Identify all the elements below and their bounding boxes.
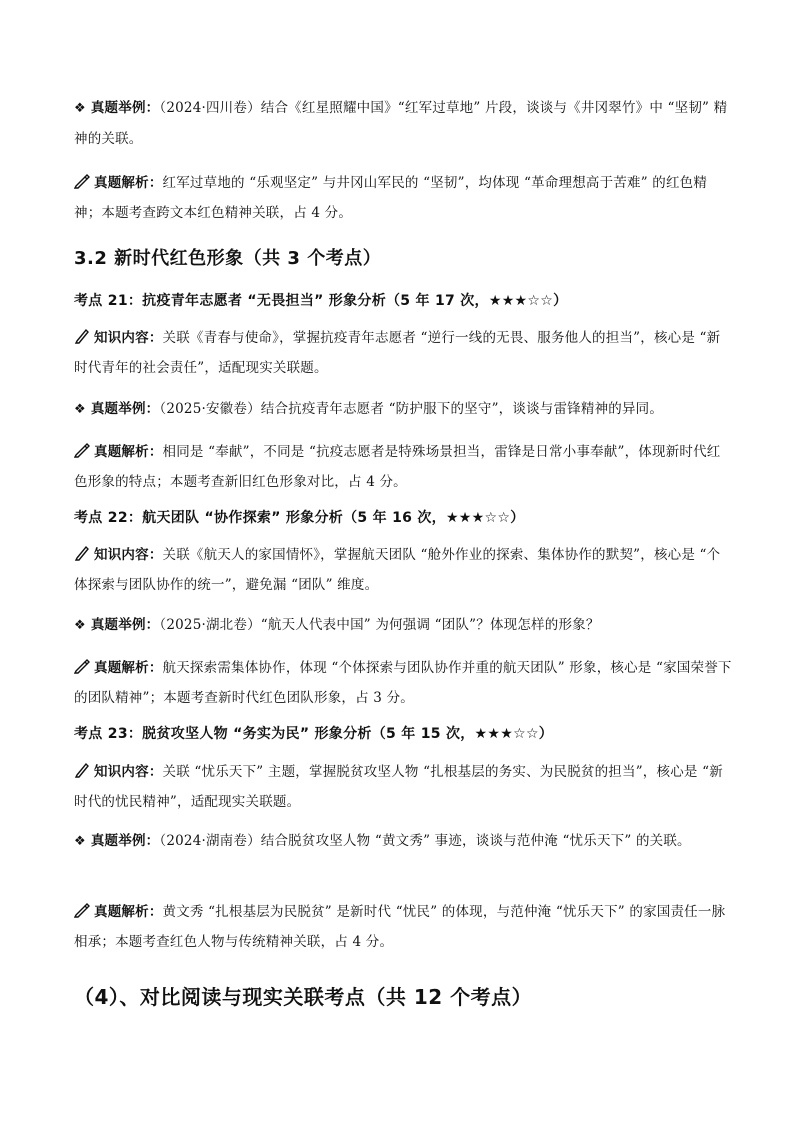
- knowledge-label: 知识内容: [94, 547, 149, 563]
- kaodian-23-title: 考点 23：脱贫攻坚人物 “务实为民” 形象分析（5 年 15 次，★★★☆☆）: [74, 726, 554, 742]
- exam-example-block-23: ❖ 真题举例：（2024·湖南卷）结合脱贫攻坚人物 “黄文秀” 事迹，谈谈与范仲淹 “忧乐天下” 的关联。: [74, 826, 734, 857]
- pencil-ruler-icon: [74, 658, 90, 674]
- exam-analysis-block-21: 真题解析：相同是 “奉献”，不同是 “抗疫志愿者是特殊场景担当，雷锋是日常小事奉献”，体现新时代红色形象的特点；本题考查新旧红色形象对比，占 4 分。: [74, 444, 721, 490]
- pencil-ruler-icon: [74, 173, 90, 189]
- pencil-icon: [74, 762, 90, 778]
- example-text: （2025·湖北卷）“航天人代表中国” 为何强调 “团队”？体现怎样的形象？: [159, 617, 600, 633]
- example-label: 真题举例: [90, 617, 146, 633]
- kaodian-21-title: 考点 21：抗疫青年志愿者 “无畏担当” 形象分析（5 年 17 次，★★★☆☆）: [74, 293, 568, 309]
- knowledge-block-21: 知识内容：关联《青春与使命》，掌握抗疫青年志愿者 “逆行一线的无畏、服务他人的担当”，核心是 “新时代青年的社会责任”，适配现实关联题。: [74, 330, 721, 376]
- analysis-text: 相同是 “奉献”，不同是 “抗疫志愿者是特殊场景担当，雷锋是日常小事奉献”，体现新时代红色形象的特点；本题考查新旧红色形象对比，占 4 分。: [74, 444, 721, 490]
- knowledge-text: 关联 “忧乐天下” 主题，掌握脱贫攻坚人物 “扎根基层的务实、为民脱贫的担当”，核心是 “新时代的忧民精神”，适配现实关联题。: [74, 764, 723, 810]
- analysis-text: 黄文秀 “扎根基层为民脱贫” 是新时代 “忧民” 的体现，与范仲淹 “忧乐天下” 的家国责任一脉相承；本题考查红色人物与传统精神关联，占 4 分。: [74, 904, 726, 950]
- diamond-bullet-icon: ❖: [74, 618, 86, 633]
- knowledge-label: 知识内容: [94, 764, 149, 780]
- knowledge-text: 关联《青春与使命》，掌握抗疫青年志愿者 “逆行一线的无畏、服务他人的担当”，核心是 “新时代青年的社会责任”，适配现实关联题。: [74, 330, 721, 376]
- exam-example-block-22: ❖ 真题举例：（2025·湖北卷）“航天人代表中国” 为何强调 “团队”？体现怎样的形象？: [74, 610, 734, 641]
- knowledge-block-23: 知识内容：关联 “忧乐天下” 主题，掌握脱贫攻坚人物 “扎根基层的务实、为民脱贫的担当”，核心是 “新时代的忧民精神”，适配现实关联题。: [74, 764, 723, 810]
- knowledge-text: 关联《航天人的家国情怀》，掌握航天团队 “舱外作业的探索、集体协作的默契”，核心是 “个体探索与团队协作的统一”，避免漏 “团队” 维度。: [74, 547, 721, 593]
- exam-example-block-21: ❖ 真题举例：（2025·安徽卷）结合抗疫青年志愿者 “防护服下的坚守”，谈谈与雷锋精神的异同。: [74, 394, 734, 425]
- analysis-label: 真题解析: [94, 175, 149, 191]
- diamond-bullet-icon: ❖: [74, 834, 86, 849]
- exam-analysis-block-23: 真题解析：黄文秀 “扎根基层为民脱贫” 是新时代 “忧民” 的体现，与范仲淹 “忧乐天下” 的家国责任一脉相承；本题考查红色人物与传统精神关联，占 4 分。: [74, 904, 726, 950]
- example-label: 真题举例: [90, 100, 146, 116]
- exam-analysis-block-22: 真题解析：航天探索需集体协作，体现 “个体探索与团队协作并重的航天团队” 形象，核心是 “家国荣誉下的团队精神”；本题考查新时代红色团队形象，占 3 分。: [74, 660, 732, 706]
- example-label: 真题举例: [90, 833, 146, 849]
- example-text: （2024·四川卷）结合《红星照耀中国》“红军过草地” 片段，谈谈与《井冈翠竹》中 “坚韧” 精神的关联。: [74, 100, 728, 147]
- pencil-ruler-icon: [74, 442, 90, 458]
- kaodian-22-title: 考点 22：航天团队 “协作探索” 形象分析（5 年 16 次，★★★☆☆）: [74, 510, 525, 526]
- diamond-bullet-icon: ❖: [74, 101, 86, 116]
- example-label: 真题举例: [90, 401, 146, 417]
- knowledge-label: 知识内容: [94, 330, 149, 346]
- section-heading-3-2: 3.2 新时代红色形象（共 3 个考点）: [74, 248, 382, 269]
- analysis-text: 航天探索需集体协作，体现 “个体探索与团队协作并重的航天团队” 形象，核心是 “家国荣誉下的团队精神”；本题考查新时代红色团队形象，占 3 分。: [74, 660, 732, 706]
- example-text: （2025·安徽卷）结合抗疫青年志愿者 “防护服下的坚守”，谈谈与雷锋精神的异同。: [159, 401, 664, 417]
- diamond-bullet-icon: ❖: [74, 402, 86, 417]
- analysis-label: 真题解析: [94, 444, 149, 460]
- analysis-label: 真题解析: [94, 904, 149, 920]
- pencil-ruler-icon: [74, 902, 90, 918]
- pencil-icon: [74, 328, 90, 344]
- knowledge-block-22: 知识内容：关联《航天人的家国情怀》，掌握航天团队 “舱外作业的探索、集体协作的默契”，核心是 “个体探索与团队协作的统一”，避免漏 “团队” 维度。: [74, 547, 721, 593]
- analysis-label: 真题解析: [94, 660, 149, 676]
- analysis-text: 红军过草地的 “乐观坚定” 与井冈山军民的 “坚韧”，均体现 “革命理想高于苦难” 的红色精神；本题考查跨文本红色精神关联，占 4 分。: [74, 175, 708, 221]
- pencil-icon: [74, 545, 90, 561]
- example-text: （2024·湖南卷）结合脱贫攻坚人物 “黄文秀” 事迹，谈谈与范仲淹 “忧乐天下” 的关联。: [159, 833, 691, 849]
- exam-example-block-1: ❖ 真题举例：（2024·四川卷）结合《红星照耀中国》“红军过草地” 片段，谈谈与《井冈翠竹》中 “坚韧” 精神的关联。: [74, 93, 734, 154]
- exam-analysis-block-1: 真题解析：红军过草地的 “乐观坚定” 与井冈山军民的 “坚韧”，均体现 “革命理想高于苦难” 的红色精神；本题考查跨文本红色精神关联，占 4 分。: [74, 175, 708, 221]
- part-4-heading: （4）、对比阅读与现实关联考点（共 12 个考点）: [74, 985, 533, 1009]
